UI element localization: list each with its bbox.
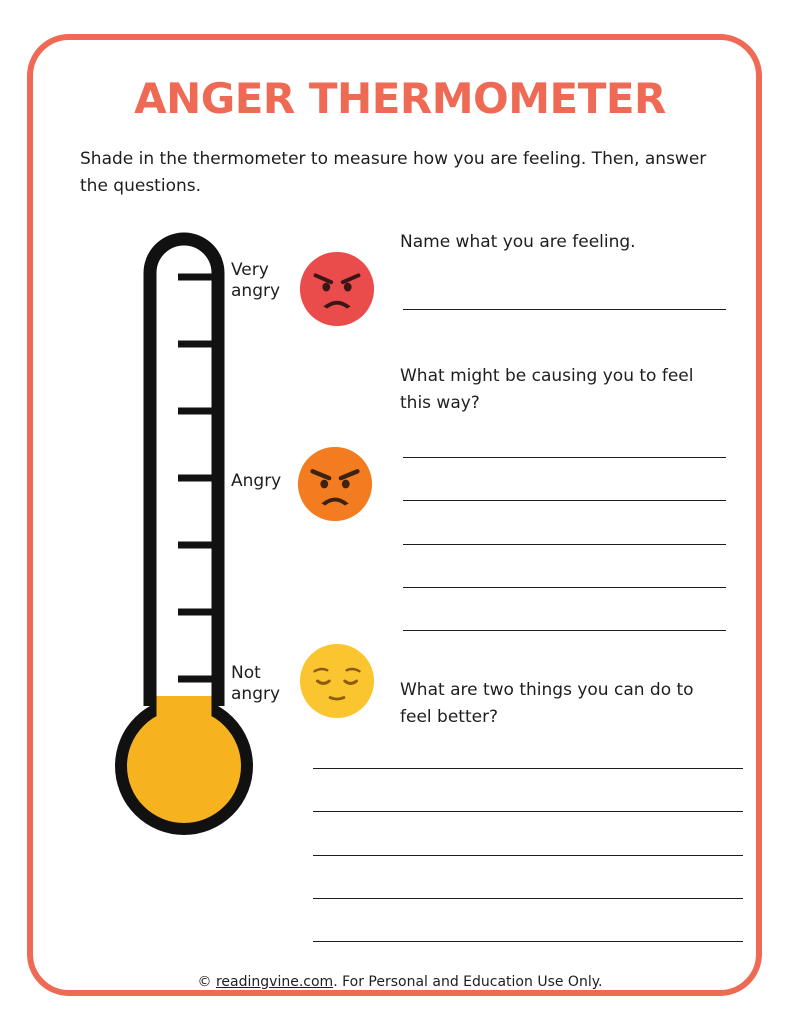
level-label-not-angry: Not angry	[231, 663, 281, 704]
copyright-symbol: ©	[197, 974, 212, 990]
answer-line[interactable]	[313, 941, 743, 942]
very-angry-face-icon	[298, 250, 376, 328]
question-feel-better: What are two things you can do to feel better?	[400, 680, 694, 727]
question-cause: What might be causing you to feel this way?	[400, 366, 694, 413]
page-title: ANGER THERMOMETER	[134, 74, 666, 123]
answer-line[interactable]	[403, 309, 726, 310]
level-label-angry: Angry	[231, 471, 282, 491]
answer-line[interactable]	[403, 544, 726, 545]
calm-face-icon	[298, 642, 376, 720]
thermometer-icon[interactable]	[112, 226, 262, 846]
answer-line[interactable]	[403, 500, 726, 501]
answer-line[interactable]	[313, 768, 743, 769]
level-label-very-angry: Very angry	[231, 260, 281, 301]
answer-line[interactable]	[313, 855, 743, 856]
footer-text: . For Personal and Education Use Only.	[333, 974, 603, 990]
answer-line[interactable]	[403, 630, 726, 631]
footer-link[interactable]: readingvine.com	[215, 974, 334, 990]
answer-line[interactable]	[313, 811, 743, 812]
question-name-feeling: Name what you are feeling.	[400, 232, 636, 252]
answer-line[interactable]	[403, 457, 726, 458]
footer	[0, 974, 800, 990]
instructions-text: Shade in the thermometer to measure how you are feeling. Then, answer the questions.	[80, 149, 707, 196]
answer-line[interactable]	[403, 587, 726, 588]
angry-face-icon	[296, 445, 374, 523]
answer-line[interactable]	[313, 898, 743, 899]
